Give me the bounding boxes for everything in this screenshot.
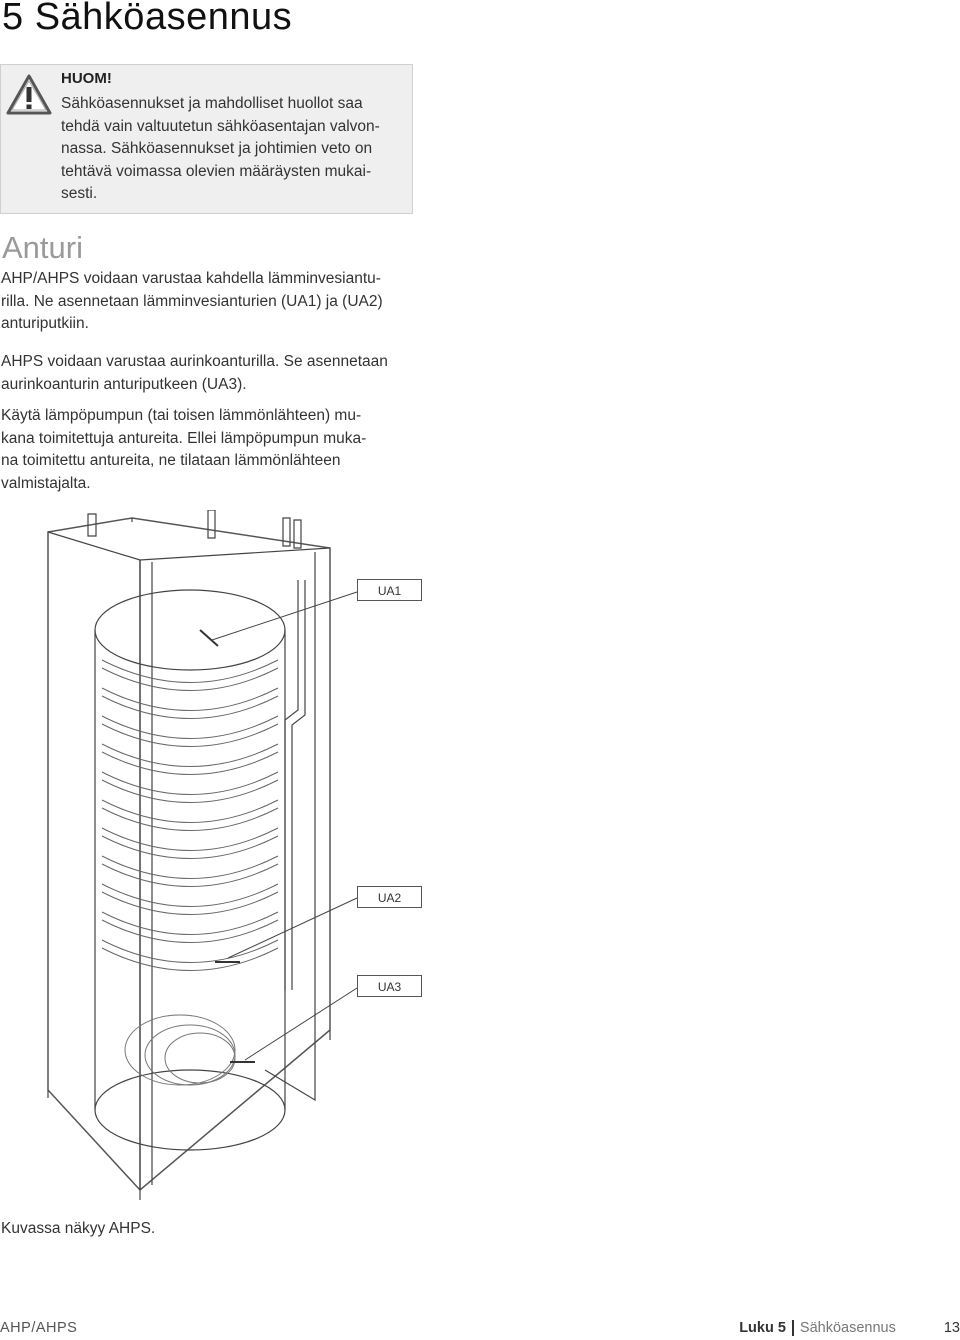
- footer-chapter-title: Sähköasennus: [799, 1320, 896, 1336]
- section-heading: Anturi: [2, 230, 83, 265]
- footer-chapter: [739, 1320, 960, 1336]
- figure-caption: Kuvassa näkyy AHPS.: [1, 1220, 156, 1237]
- warning-line: Sähköasennukset ja mahdolliset huollot saa: [61, 95, 363, 112]
- warning-triangle-icon: [5, 73, 53, 117]
- page-title: 5 Sähköasennus: [2, 0, 293, 38]
- paragraph-heat-source: [1, 405, 366, 495]
- paragraph-solar: [1, 351, 388, 396]
- warning-line: tehdä vain valtuutetun sähköasentajan valvon-: [61, 117, 380, 135]
- paragraph-line: anturiputkiin.: [1, 315, 89, 332]
- paragraph-line: na toimitettu antureita, ne tilataan lämmönlähteen: [1, 452, 341, 469]
- warning-line: tehtävä voimassa olevien määräysten mukai-: [61, 162, 372, 180]
- page-number: 13: [943, 1320, 960, 1336]
- paragraph-line: Käytä lämpöpumpun (tai toisen lämmönlähteen) mu-: [1, 407, 362, 424]
- footer-separator: [792, 1320, 794, 1336]
- unit-illustration: [40, 510, 440, 1210]
- warning-line: nassa. Sähköasennukset ja johtimien veto on: [61, 140, 373, 157]
- footer-product: AHP/AHPS: [0, 1320, 78, 1336]
- callout-ua2: UA2: [357, 886, 422, 908]
- paragraph-line: aurinkoanturin anturiputkeen (UA3).: [1, 375, 247, 393]
- paragraph-line: AHPS voidaan varustaa aurinkoanturilla. Se asennetaan: [1, 353, 388, 370]
- callout-ua1: UA1: [357, 579, 422, 601]
- warning-text: [61, 93, 406, 206]
- paragraph-line: AHP/AHPS voidaan varustaa kahdella lämminvesiantu-: [1, 270, 381, 287]
- callout-ua3: UA3: [357, 975, 422, 997]
- warning-heading: HUOM!: [61, 70, 112, 87]
- footer-chapter-number: Luku 5: [739, 1320, 786, 1336]
- warning-box: [0, 64, 413, 214]
- warning-line: sesti.: [61, 185, 98, 202]
- paragraph-line: rilla. Ne asennetaan lämminvesianturien (UA1) ja (UA2): [1, 292, 383, 310]
- paragraph-sensors: [1, 268, 383, 336]
- paragraph-line: kana toimitettuja antureita. Ellei lämpöpumpun muka-: [1, 429, 367, 447]
- paragraph-line: valmistajalta.: [1, 474, 91, 492]
